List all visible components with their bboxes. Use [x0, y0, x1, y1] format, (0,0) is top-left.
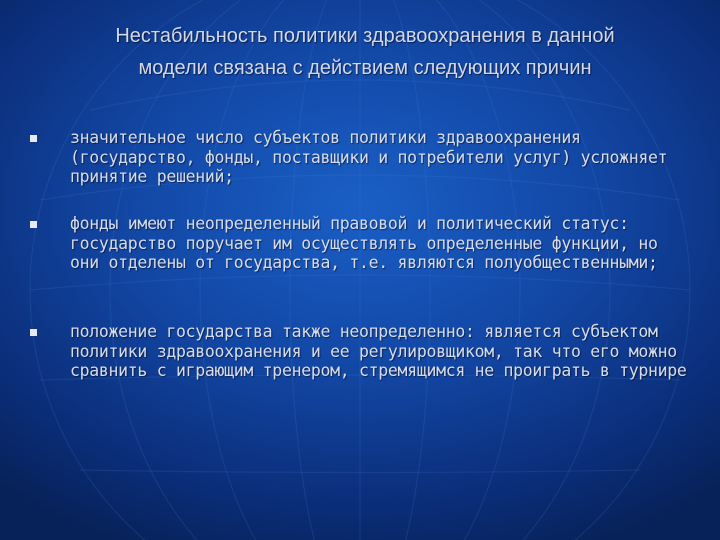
bullet-text: фонды имеют неопределенный правовой и политический статус: государство поручает им осуществлять определенные функции, но они отделены от государства, т.е. являются полуобщественными; [70, 214, 658, 272]
bullet-text: положение государства также неопределенно: является субъектом политики здравоохранения и ее регулировщиком, так что его можно сравнить с играющим тренером, стремящимся не проиграть в турнире [70, 322, 687, 380]
bullet-text: значительное число субъектов политики здравоохранения (государство, фонды, поставщики и потребители услуг) усложняет принятие решений; [70, 128, 668, 186]
square-bullet-icon [30, 135, 37, 142]
slide-title [40, 20, 690, 84]
slide-title-line-1: Нестабильность политики здравоохранения в данной [115, 25, 615, 47]
square-bullet-icon [30, 221, 37, 228]
square-bullet-icon [30, 329, 37, 336]
slide-title-line-2: модели связана с действием следующих причин [138, 57, 592, 79]
